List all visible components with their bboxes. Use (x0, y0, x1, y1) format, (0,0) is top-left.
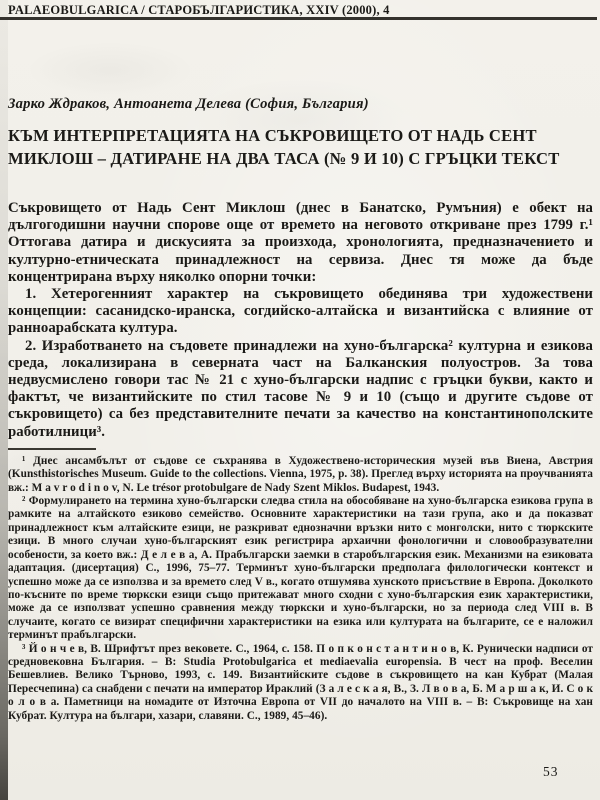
paragraph-intro: Съкровището от Надь Сент Миклош (днес в Банатско, Румъния) е обект на дългогодишни научни спорове още от времето на неговото откриване през 1799 г.¹ Оттогава датира и дискусията за произхода, хронологията, предназначението и културно-етническата принадлежност на сервиза. Днес тя може да бъде концентрирана върху няколко опорни точки: (8, 200, 593, 285)
left-edge-scan-artifact (0, 0, 8, 800)
paragraph-point-2: 2. Изработването на съдовете принадлежи на хуно-българска² културна и езикова среда, локализирана в северната част на Балканския полуостров. За това недвусмислено говори тас № 21 с хуно-български надпис с гръцки букви, както и фактът, че византийските по стил тасове № 9 и 10 (също и другите съдове от съкровището) са без представителните печати за качество на константинополските работилници³. (8, 337, 593, 440)
footnote-1: ¹ Днес ансамбълът от съдове се съхранява в Художествено-историческия музей във Виена, Австрия (Kunsthistorisches Museum. Guide to the collections. Vienna, 1975, p. 38). Преглед върху историята на проучванията вж.: M a v r o d i n o v, N. Le trésor protobulgare de Nady Szent Miklos. Budapest, 1943. (8, 454, 593, 494)
header-rule (0, 17, 597, 20)
page-content (8, 200, 593, 723)
authors-line: Зарко Ждраков, Антоанета Делева (София, България) (8, 96, 369, 112)
article-title: КЪМ ИНТЕРПРЕТАЦИЯТА НА СЪКРОВИЩЕТО ОТ НАДЬ СЕНТ МИКЛОШ – ДАТИРАНЕ НА ДВА ТАСА (№ 9 И 10) С ГРЪЦКИ ТЕКСТ (8, 126, 560, 168)
article-body (8, 200, 593, 441)
paragraph-point-1: 1. Хетерогенният характер на съкровището обединява три художествени концепции: сасанидско-иранска, согдийско-алтайска и византийска с влияние от ранноарабската култура. (8, 286, 593, 337)
footnote-3: ³ Й о н ч е в, В. Шрифтът през вековете. С., 1964, с. 158. П о п к о н с т а н т и н о в, К. Рунически надписи от средновековна България. – В: Studia Protobulgarica et mediaevalia europensia. В чест на проф. Веселин Бешевлиев. Велико Търново, 1993, с. 149. Византийските съдове в съкровището на кан Кубрат (Малая Пересчепина) са снабдени с печати на император Ираклий (З а л е с к а я, В., З. Л в о в а, Б. М а р ш а к, И. С о к о л о в а. Паметници на номадите от Източна Европа от VII до началото на VIII в. – В: Съкровище на хан Кубрат. Култура на българи, хазари, славяни. С., 1989, 45–46). (8, 642, 593, 722)
footnote-separator (8, 448, 96, 450)
footnote-2: ² Формулирането на термина хуно-български следва стила на обособяване на хуно-българска езикова група в рамките на алтайското езиково семейство. Основните характеристики на тази група, ако и да показват принадлежност към алтайските езици, не разкриват еднозначни връзки нито с монголски, нито с тюркските езици. В много случаи хуно-българският език регистрира архаични фонологични и словообразувателни особености, за което вж.: Д е л е в а, А. Прабългарски заемки в старобългарския език. Механизми на езиковата адаптация. (дисертация) С., 1996, 75–77. Терминът хуно-български предполага филологически контекст и успешно може да се използва и за времето след V в., когато отшумява хунското присъствие в Европа. Доколкото по-късните по време тюркски езици също притежават много сходни с хуно-българския език характеристики, може да се използват успешно сравнения между тюркски и хуно-български, но за периода след VIII в. В случаите, когато се визират специфични характеристики на езика или културата на българите, се е наложил терминът прабългарски. (8, 495, 593, 642)
footnotes-section (8, 455, 593, 723)
journal-header: PALAEOBULGARICA / СТАРОБЪЛГАРИСТИКА, XXIV (2000), 4 (8, 3, 390, 17)
page-number: 53 (543, 764, 559, 779)
